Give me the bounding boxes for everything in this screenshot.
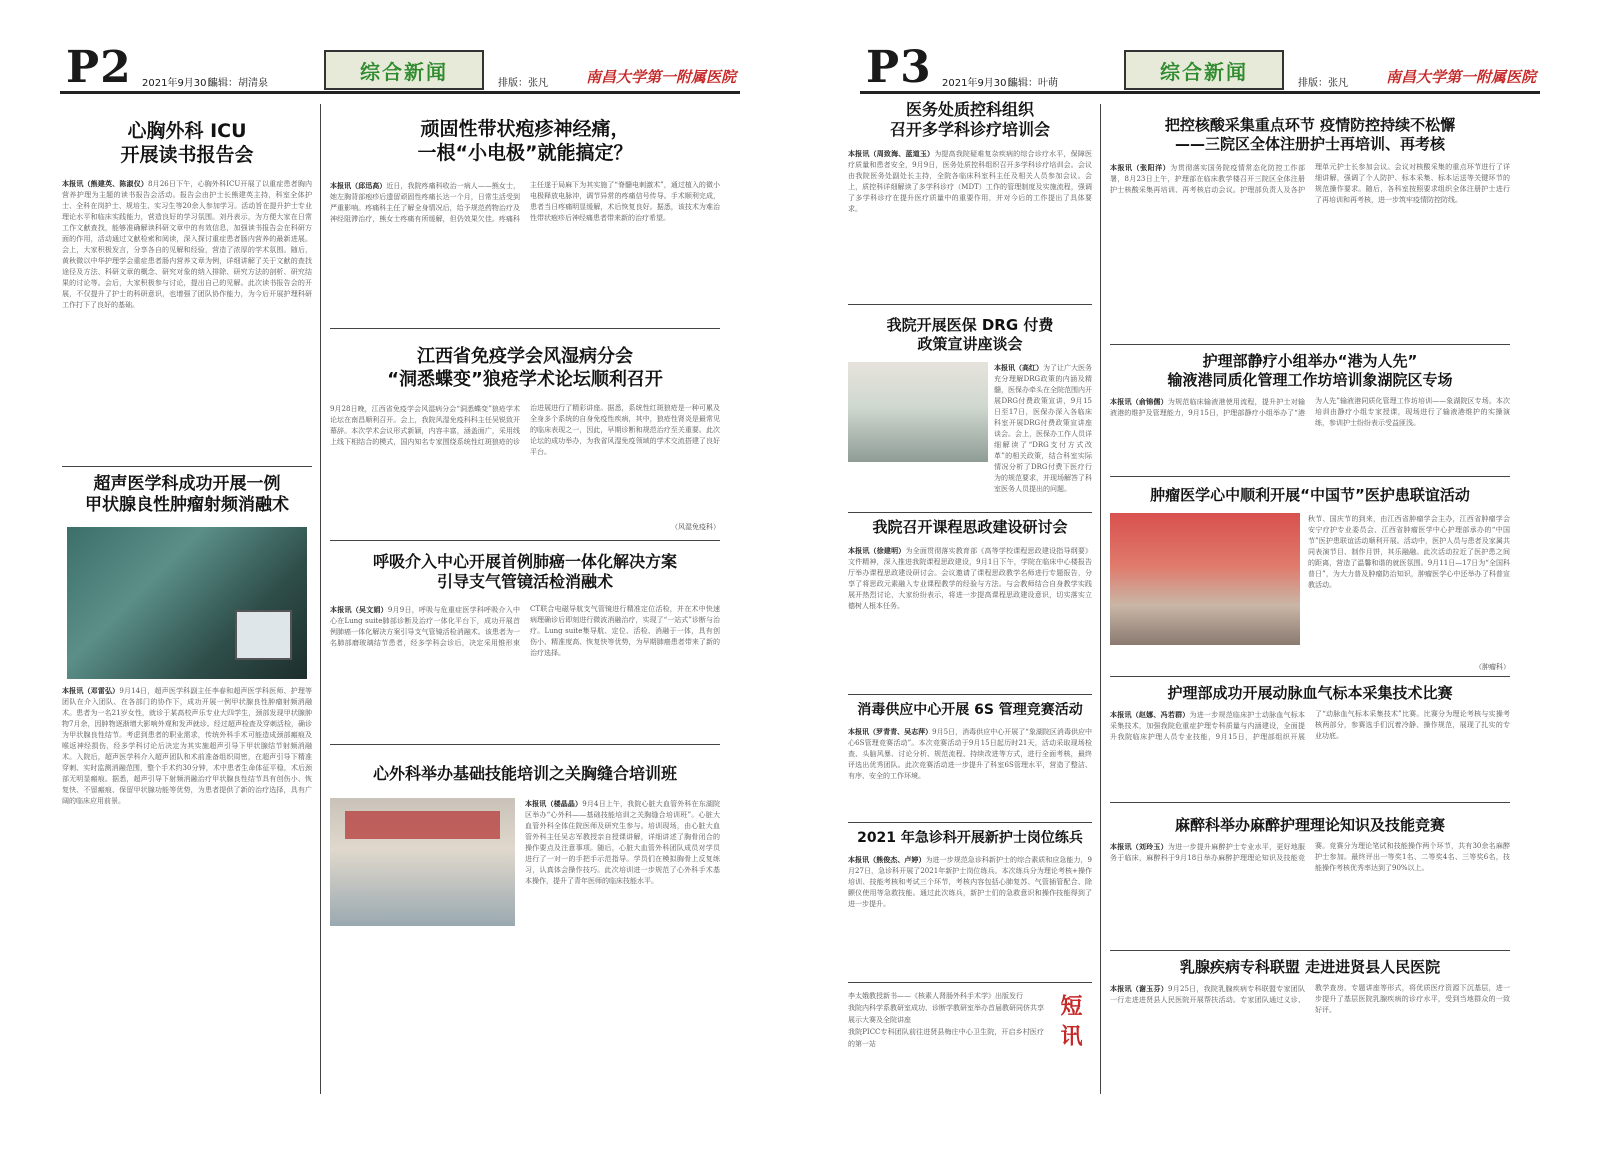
article: [330, 552, 720, 736]
article-title: 心外科举办基础技能培训之关胸缝合培训班: [372, 764, 677, 783]
layout-credit: 排版：张凡: [1298, 78, 1348, 89]
article-title: 麻醉科举办麻醉护理理论知识及技能竞赛: [1174, 816, 1445, 834]
article-text: 为提高我院疑难复杂疾病的综合诊疗水平，保障医疗质量和患者安全，9月9日，医务处质控科组织召开多学科诊疗培训会。会议由我院医务处副处长主持，全院各临床科室科主任及相关人员参加会议。会上，质控科详细解读了多学科诊疗（MDT）工作的管理制度及实施流程，强调了多学科诊疗在提升医疗质量中的重要作用，并对今后的工作提出了具体要求。: [848, 150, 1092, 213]
article-lead: 本报讯（熊俊杰、卢婷）: [848, 854, 926, 864]
article-body: [330, 180, 720, 225]
meeting-photo: [848, 362, 988, 462]
article: [1110, 486, 1510, 672]
hospital-logo-text: 南昌大学第一附属医院: [1385, 68, 1536, 86]
short-news-item: 我院内科学系教研室成功、诊断学教研室举办首届教研同侪共享展示大赛及全院讲座: [848, 1004, 1044, 1024]
section-title: 综合新闻: [1160, 59, 1248, 84]
article: [848, 100, 1092, 300]
article-body: [848, 545, 1092, 612]
training-photo: [330, 798, 515, 926]
article-title: 消毒供应中心开展 6S 管理竞赛活动: [857, 702, 1083, 718]
article-body: [1110, 841, 1510, 874]
article: [1110, 352, 1510, 472]
article-lead: 本报讯（罗青青、吴志萍）: [848, 726, 933, 736]
section-badge: [324, 50, 484, 90]
article-text: 为了让广大医务充分理解DRG政策的内涵及精髓，医保办牵头在全院范围内开展DRG付费政策宣讲，9月15日至17日，医保办深入各临床科室开展DRG付费政策宣讲座谈会。会上，医保办工作人员详细解读了“DRG支付方式改革”的相关政策，结合科室实际情况分析了DRG付费下医疗行为的规范要求，并现场解答了科室医务人员提出的问题。: [994, 363, 1092, 493]
editor-credit: 编辑：胡清泉: [208, 78, 268, 89]
article-content-row: [1110, 513, 1510, 645]
article-lead: 本报讯（周致海、蓝道玉）: [848, 149, 935, 158]
article: [848, 316, 1092, 512]
article-body: [1110, 162, 1510, 206]
article-divider: [330, 328, 720, 329]
section-badge: [1124, 50, 1284, 90]
section-title: 综合新闻: [360, 59, 448, 84]
group-photo: [1110, 513, 1300, 645]
article-divider: [848, 694, 1092, 695]
article-source: （风湿免疫科）: [671, 523, 720, 531]
article-text: 秋节、国庆节的到来，由江西省肿瘤学会主办，江西省肿瘤学会安宁疗护专业委员会、江西省肿瘤医学中心护理部承办的“中国节”医护患联谊活动顺利开展。活动中，医护人员与患者及家属共同表演节目、制作月饼，其乐融融。此次活动拉近了医护患之间的距离，营造了温馨和谐的就医氛围。9月11日—17日为“全国科普日”，为大力普及肿瘤防治知识，肿瘤医学心中还举办了科普宣教活动。: [1308, 514, 1510, 589]
page-number: P2: [66, 42, 132, 93]
article-text: 8月26日下午，心胸外科ICU开展了以重症患者胸内营养护理为主题的读书报告会活动。报告会由护士长熊建英主持，科室全体护士、全科在岗护士、规培生、实习生等20余人参加学习。活动旨在提升护士专业理论水平和临床实践能力，营造良好的学习氛围。刘丹表示，为方便大家在日常工作文献查找，能够准确解读科研文章中的有效信息，加强读书报告会在科研方面的作用，活动通过文献检索和阅读，深入探讨重症患者肠内营养的最新进展。会上，大家积极发言，分享各自的见解和经验，营造了浓厚的学术氛围。随后，黄秋微以中华护理学会重症患者肠内营养文章为例，详细讲解了关于文献的查找途径及方法、科研文章的概念、研究对象的纳入排除、研究方法的剖析、研究结果的讨论等。会后，大家积极参与讨论，提出自己的见解。此次读书报告会的开展，不仅提升了护士的科研意识，也增强了团队协作能力，为今后开展护理科研工作打下了良好的基础。: [62, 179, 312, 309]
article-divider: [848, 822, 1092, 823]
article-lead: 本报讯（熊建英、陈淑仪）: [62, 178, 149, 188]
short-news-box: [848, 990, 1092, 1090]
article-divider: [330, 744, 720, 745]
article-text: 为进一步提升麻醉护士专业水平，更好地服务于临床，麻醉科于9月18日举办麻醉护理理论知识及技能竞赛。竞赛分为理论笔试和技能操作两个环节，共有30余名麻醉护士参加。最终评出一等奖1名、二等奖4名、三等奖6名，技能操作考核优秀率达到了90%以上。: [1110, 841, 1510, 872]
article-title: 江西省免疫学会风湿病分会 “洞悉蝶变”狼疮学术论坛顺利召开: [387, 346, 663, 390]
short-news-label: 短讯: [1057, 994, 1083, 1054]
page-header: [60, 44, 740, 94]
article-divider: [848, 982, 1092, 983]
article: [330, 346, 720, 532]
article-body: [848, 854, 1092, 910]
article-title: 医务处质控科组织 召开多学科诊疗培训会: [889, 100, 1050, 139]
article: [848, 830, 1092, 976]
article: [1110, 684, 1510, 798]
article-divider: [62, 466, 312, 467]
article-divider: [330, 540, 720, 541]
article: [848, 518, 1092, 690]
article-lead: 本报讯（赵娜、冯若群）: [1110, 709, 1190, 719]
article-content-row: [848, 362, 1092, 495]
page-header: [860, 44, 1540, 94]
article-title: 乳腺疾病专科联盟 走进进贤县人民医院: [1179, 958, 1441, 976]
article-text: 9月28日晚，江西省免疫学会风湿病分会“洞悉蝶变”狼疮学术论坛在南昌顺利召开。会上，我院风湿免疫科科主任吴锐致开幕辞。本次学术会议形式新颖，内容丰富，涵盖面广，采用线上线下相结合的模式，国内知名专家围绕系统性红斑狼疮的诊治进展进行了精彩讲座。据悉，系统性红斑狼疮是一种可累及全身多个系统的自身免疫性疾病，其中，狼疮性肾炎是最常见的临床表现之一，因此，早期诊断和规范治疗至关重要。此次论坛的成功举办，为我省风湿免疫领域的学术交流搭建了良好平台。: [330, 404, 720, 456]
article-divider: [1110, 344, 1510, 345]
article-lead: 本报讯（谢玉芬）: [1110, 983, 1169, 993]
article-body: [62, 178, 312, 311]
article-text: 为进一步规范急诊科新护士的综合素质和应急能力，9月27日，急诊科开展了2021年新护士岗位练兵。本次练兵分为理论考核+操作培训、技能考核和考试三个环节，考核内容包括心肺复苏、气管插管配合、除颤仪使用等急救技能。通过此次练兵，新护士们的急救意识和操作技能得到了进一步提升。: [848, 855, 1092, 908]
article-body: [1110, 396, 1510, 429]
article-body: [1110, 709, 1510, 743]
article: [1110, 958, 1510, 1092]
article-title: 呼吸介入中心开展首例肺癌一体化解决方案 引导支气管镜活检消融术: [372, 552, 677, 591]
article: [1110, 116, 1510, 340]
article-title: 超声医学科成功开展一例 甲状腺良性肿瘤射频消融术: [85, 474, 289, 516]
surgery-photo: [67, 527, 307, 679]
article-lead: 本报讯（邱迅高）: [330, 180, 387, 190]
article-body: [994, 362, 1092, 495]
article-body: [525, 798, 720, 926]
article-lead: 本报讯（徐建明）: [848, 545, 906, 555]
article-divider: [1110, 950, 1510, 951]
article-body: [330, 604, 720, 659]
article-text: 9月25日，我院乳腺疾病专科联盟专家团队一行走进进贤县人民医院开展帮扶活动。专家团队通过义诊、教学查房、专题讲座等形式，将优质医疗资源下沉基层，进一步提升了基层医院乳腺疾病的诊疗水平，受到当地群众的一致好评。: [1110, 983, 1510, 1014]
article-text: 近日，我院疼痛科收治一病人——熊女士，她左胸背部疱疹后遗留顽固性疼痛长达一个月，日常生活受到严重影响。疼痛科主任了解全身情况后，给予规范药物治疗及神经阻滞治疗，熊女士疼痛有所缓解，但仍效果欠佳。疼痛科主任遂于局麻下为其实施了“脊髓电刺激术”，通过植入的微小电极释放电脉冲，调节异常的疼痛信号传导。手术顺利完成，患者当日疼痛明显缓解，术后恢复良好。据悉，该技术为难治性带状疱疹后神经痛患者带来新的治疗希望。: [330, 180, 720, 223]
article-divider: [1110, 676, 1510, 677]
article-title: 心胸外科 ICU 开展读书报告会: [120, 120, 254, 166]
article: [330, 118, 720, 323]
article: [848, 702, 1092, 820]
short-news-item: 我院PICC专科团队前往进贤县梅庄中心卫生院，开启乡村医疗的第一站: [848, 1028, 1044, 1048]
article-title: 我院召开课程思政建设研讨会: [872, 518, 1068, 536]
layout-credit: 排版：张凡: [498, 78, 548, 89]
page-p3: [800, 0, 1600, 1155]
article-text: 为全面贯彻落实教育部《高等学校课程思政建设指导纲要》文件精神，深入推进我院课程思政建设，9月1日下午，学院在临床中心楼报告厅举办课程思政建设研讨会。会议邀请了课程思政教学名师进行专题报告，分享了将思政元素融入专业课程教学的经验与方法。与会教师结合自身教学实践展开热烈讨论，大家纷纷表示，将进一步提高课程思政建设意识，切实落实立德树人根本任务。: [848, 546, 1092, 610]
column-divider: [320, 104, 321, 1094]
article-source: （肿瘤科）: [1475, 663, 1510, 671]
article-text: 为进一步规范临床护士动脉血气标本采集技术，加强我院危重症护理专科质量与内涵建设，全面提升我院临床护理人员专业技能，9月15日，护理部组织开展了“动脉血气标本采集技术”比赛。比赛分为理论考核与实操考核两部分，参赛选手们沉着冷静、操作规范，展现了扎实的专业功底。: [1110, 709, 1510, 741]
article-body: [330, 403, 720, 458]
article-lead: 本报讯（邓雷弘）: [62, 685, 120, 695]
article-text: 为规范临床输液港使用流程，提升护士对输液港的维护及管理能力，9月15日，护理部静疗小组举办了“港为人先”输液港同质化管理工作坊培训——象湖院区专场。本次培训由静疗小组专家授课，现场进行了输液港维护的实操演练，参训护士纷纷表示受益匪浅。: [1110, 396, 1510, 427]
article: [62, 120, 312, 460]
article: [1110, 816, 1510, 946]
article-body: [1110, 983, 1510, 1016]
article-lead: 本报讯（吴文娟）: [330, 605, 388, 614]
article: [62, 474, 312, 1094]
article: [330, 764, 720, 1094]
article-title: 肿瘤医学心中顺利开展“中国节”医护患联谊活动: [1150, 486, 1470, 504]
article-title: 把控核酸采集重点环节 疫情防控持续不松懈 ——三院区全体注册护士再培训、再考核: [1164, 116, 1456, 153]
article-body: [62, 685, 312, 807]
article-divider: [848, 512, 1092, 513]
page-number: P3: [866, 42, 932, 93]
issue-date: 2021年9月30日: [942, 78, 1017, 89]
article-text: 为贯彻落实国务院疫情常态化防控工作部署，8月23日上午，护理部在临床教学楼召开三院区全体注册护士核酸采集再培训、再考核启动会议。护理部负责人及各护理单元护士长参加会议。会议对核酸采集的重点环节进行了详细讲解，强调了个人防护、标本采集、标本运送等关键环节的规范操作要求。随后，各科室按照要求组织全体注册护士进行了再培训和再考核，进一步筑牢疫情防控防线。: [1110, 162, 1510, 204]
article-content-row: [330, 798, 720, 926]
article-title: 我院开展医保 DRG 付费 政策宣讲座谈会: [886, 316, 1054, 353]
issue-date: 2021年9月30日: [142, 78, 217, 89]
article-title: 顽固性带状疱疹神经痛， 一根“小电极”就能搞定？: [417, 118, 633, 164]
article-lead: 本报讯（楼晶晶）: [525, 799, 583, 808]
article-lead: 本报讯（张阳洋）: [1110, 162, 1171, 172]
column-divider: [1100, 104, 1101, 1094]
article-text: 9月14日，超声医学科副主任李春和超声医学科医师、护理等团队在介入团队、在各部门的协作下，成功开展一例甲状腺良性肿瘤射频消融术。患者为一名21岁女性，就诊于某高校声乐专业大四学生，颈部发现甲状腺肿物7月余，因肿物逐渐增大影响外观和发声就诊。经过超声检查及穿刺活检，确诊为甲状腺良性结节。考虑到患者的职业需求，传统外科手术可能造成颈部瘢痕及喉返神经损伤，经多学科讨论后决定为其实施超声引导下甲状腺结节射频消融术。入院后，超声医学科介入超声团队和术前准备组织周密，在超声引导下精准穿刺、实时监测消融范围，整个手术约30分钟，术中患者生命体征平稳，术后颈部无明显瘢痕。据悉，超声引导下射频消融治疗甲状腺良性结节具有创伤小、恢复快、不留瘢痕、保留甲状腺功能等优势，为患者提供了新的治疗选择，具有广阔的临床应用前景。: [62, 686, 312, 805]
article-body: [848, 148, 1092, 215]
article-body: [848, 726, 1092, 782]
article-title: 护理部静疗小组举办“港为人先” 输液港同质化管理工作坊培训象湖院区专场: [1167, 352, 1453, 389]
article-text: 9月5日，消毒供应中心开展了“象湖院区消毒供应中心6S管理竞赛活动”。本次竞赛活动于9月15日起历时21天，活动采取现场检查、头脑风暴、讨论分析、规范流程、持续改进等方式，进行全面考核，最终评选出优秀团队。此次竞赛活动进一步提升了科室6S管理水平，营造了整洁、有序、安全的工作环境。: [848, 727, 1092, 780]
article-title: 2021 年急诊科开展新护士岗位练兵: [857, 830, 1083, 846]
article-divider: [848, 304, 1092, 305]
short-news-list: [848, 990, 1044, 1050]
article-lead: 本报讯（高红）: [994, 362, 1043, 372]
article-title: 护理部成功开展动脉血气标本采集技术比赛: [1167, 684, 1453, 702]
article-text: 9月4日上午，我院心脏大血管外科在东湖院区举办“心外科——基础技能培训之关胸缝合培训班”。心脏大血管外科全体住院医师及研究生参与。培训现场，由心脏大血管外科主任吴志军教授亲自授课讲解，详细讲述了胸骨闭合的操作要点及注意事项。随后，心脏大血管外科团队成员对学员进行了一对一的手把手示范指导。学员们在模拟胸骨上反复练习，认真体会操作技巧。此次培训进一步规范了心外科手术基本操作，提升了青年医师的临床技能水平。: [525, 800, 720, 885]
article-text: 9月9日，呼吸与危重症医学科呼吸介入中心在Lung suite肺部诊断及治疗一体化平台下，成功开展首例肺癌一体化解决方案引导支气管镜活检消融术。该患者为一名肺部磨玻璃结节患者，经多学科会诊后，决定采用锥形束CT联合电磁导航支气管镜进行精准定位活检，并在术中快速病理确诊后即刻进行微波消融治疗，实现了“一站式”诊断与治疗。Lung suite集导航、定位、活检、消融于一体，具有创伤小、精准度高、恢复快等优势，为早期肺癌患者带来了新的治疗选择。: [330, 605, 720, 657]
article-divider: [1110, 802, 1510, 803]
article-divider: [1110, 476, 1510, 477]
hospital-logo-text: 南昌大学第一附属医院: [585, 68, 736, 86]
article-body: [1308, 513, 1510, 645]
article-lead: 本报讯（刘玲玉）: [1110, 841, 1168, 851]
short-news-item: 李太娥教授新书——《核素人肾肠外科手术学》出版发行: [848, 992, 1023, 1000]
article-lead: 本报讯（俞锦儒）: [1110, 396, 1168, 406]
editor-credit: 编辑：叶萌: [1008, 78, 1058, 89]
